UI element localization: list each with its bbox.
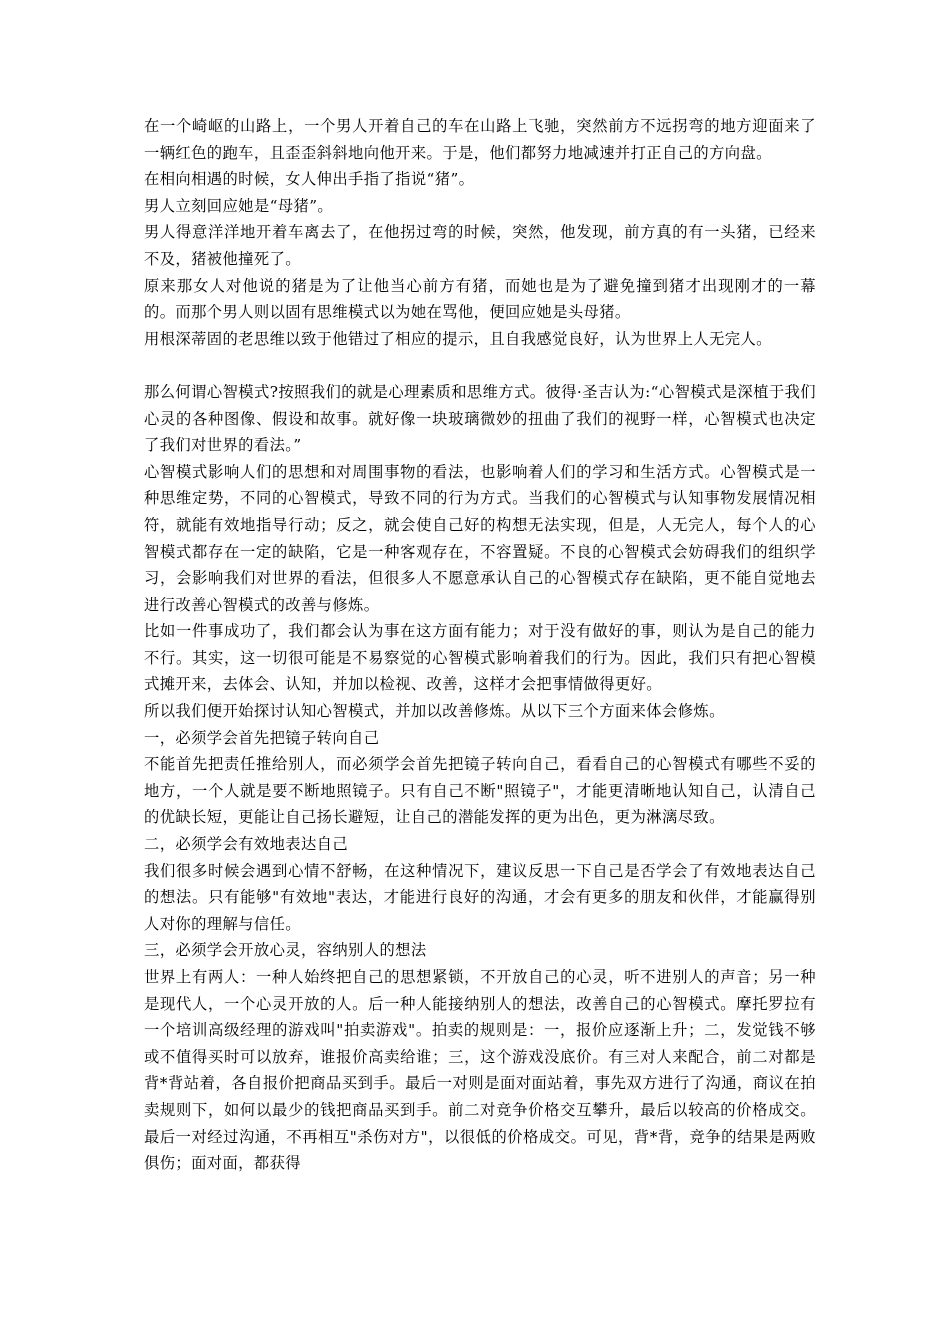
story-paragraph-2: 在相向相遇的时候，女人伸出手指了指说“猪”。 xyxy=(144,170,475,189)
story-paragraph-4: 男人得意洋洋地开着车离去了，在他拐过弯的时候，突然，他发现，前方真的有一头猪，已经来不及，猪被他撞死了。 xyxy=(144,223,816,268)
definition-paragraph: 那么何谓心智模式?按照我们的就是心理素质和思维方式。彼得·圣吉认为:“心智模式是深植于我们心灵的各种图像、假设和故事。就好像一块玻璃微妙的扭曲了我们的视野一样，心智模式也决定了我们对世界的看法。” xyxy=(144,382,816,455)
section-heading-1: 一，必须学会首先把镜子转向自己 xyxy=(144,728,380,747)
intro-paragraph: 所以我们便开始探讨认知心智模式，并加以改善修炼。从以下三个方面来体会修炼。 xyxy=(144,702,725,721)
section-heading-3: 三，必须学会开放心灵，容纳别人的想法 xyxy=(144,941,427,960)
blank-line xyxy=(144,352,816,379)
story-paragraph-5: 原来那女人对他说的猪是为了让他当心前方有猪，而她也是为了避免撞到猪才出现刚才的一幕的。而那个男人则以固有思维模式以为她在骂他，便回应她是头母猪。 xyxy=(144,276,816,322)
section-body-3: 世界上有两人：一种人始终把自己的思想紧锁，不开放自己的心灵，听不进别人的声音；另一种是现代人，一个心灵开放的人。后一种人能接纳别人的想法，改善自己的心智模式。摩托罗拉有一个培训高级经理的游戏叫"拍卖游戏"。拍卖的规则是：一，报价应逐渐上升；二，发觉钱不够或不值得买时可以放弃，谁报价高卖给谁；三，这个游戏没底价。有三对人来配合，前二对都是背*背站着，各自报价把商品买到手。最后一对则是面对面站着，事先双方进行了沟通，商议在拍卖规则下，如何以最少的钱把商品买到手。前二对竞争价格交互攀升，最后以较高的价格成交。最后一对经过沟通，不再相互"杀伤对方"，以很低的价格成交。可见，背*背，竞争的结果是两败俱伤；面对面，都获得 xyxy=(144,968,816,1173)
story-paragraph-3: 男人立刻回应她是“母猪”。 xyxy=(144,196,334,215)
example-paragraph: 比如一件事成功了，我们都会认为事在这方面有能力；对于没有做好的事，则认为是自己的能力不行。其实，这一切很可能是不易察觉的心智模式影响着我们的行为。因此，我们只有把心智模式摊开来，去体会、认知，并加以检视、改善，这样才会把事情做得更好。 xyxy=(144,622,816,694)
document-body xyxy=(144,113,816,1177)
section-heading-2: 二，必须学会有效地表达自己 xyxy=(144,835,349,854)
story-paragraph-6: 用根深蒂固的老思维以致于他错过了相应的提示，且自我感觉良好，认为世界上人无完人。 xyxy=(144,329,772,348)
story-paragraph-1: 在一个崎岖的山路上，一个男人开着自己的车在山路上飞驰，突然前方不远拐弯的地方迎面来了一辆红色的跑车，且歪歪斜斜地向他开来。于是，他们都努力地减速并打正自己的方向盘。 xyxy=(144,117,816,162)
section-body-1: 不能首先把责任推给别人，而必须学会首先把镜子转向自己，看看自己的心智模式有哪些不妥的地方，一个人就是要不断地照镜子。只有自己不断"照镜子"，才能更清晰地认知自己，认清自己的优缺长短，更能让自己扬长避短，让自己的潜能发挥的更为出色，更为淋漓尽致。 xyxy=(144,755,816,827)
mental-model-paragraph: 心智模式影响人们的思想和对周围事物的看法，也影响着人们的学习和生活方式。心智模式是一种思维定势，不同的心智模式，导致不同的行为方式。当我们的心智模式与认知事物发展情况相符，就能有效地指导行动；反之，就会使自己好的构想无法实现，但是，人无完人，每个人的心智模式都存在一定的缺陷，它是一种客观存在，不容置疑。不良的心智模式会妨碍我们的组织学习，会影响我们对世界的看法，但很多人不愿意承认自己的心智模式存在缺陷，更不能自觉地去进行改善心智模式的改善与修炼。 xyxy=(144,462,816,614)
section-body-2: 我们很多时候会遇到心情不舒畅，在这种情况下，建议反思一下自己是否学会了有效地表达自己的想法。只有能够"有效地"表达，才能进行良好的沟通，才会有更多的朋友和伙伴，才能赢得别人对你的理解与信任。 xyxy=(144,861,816,933)
